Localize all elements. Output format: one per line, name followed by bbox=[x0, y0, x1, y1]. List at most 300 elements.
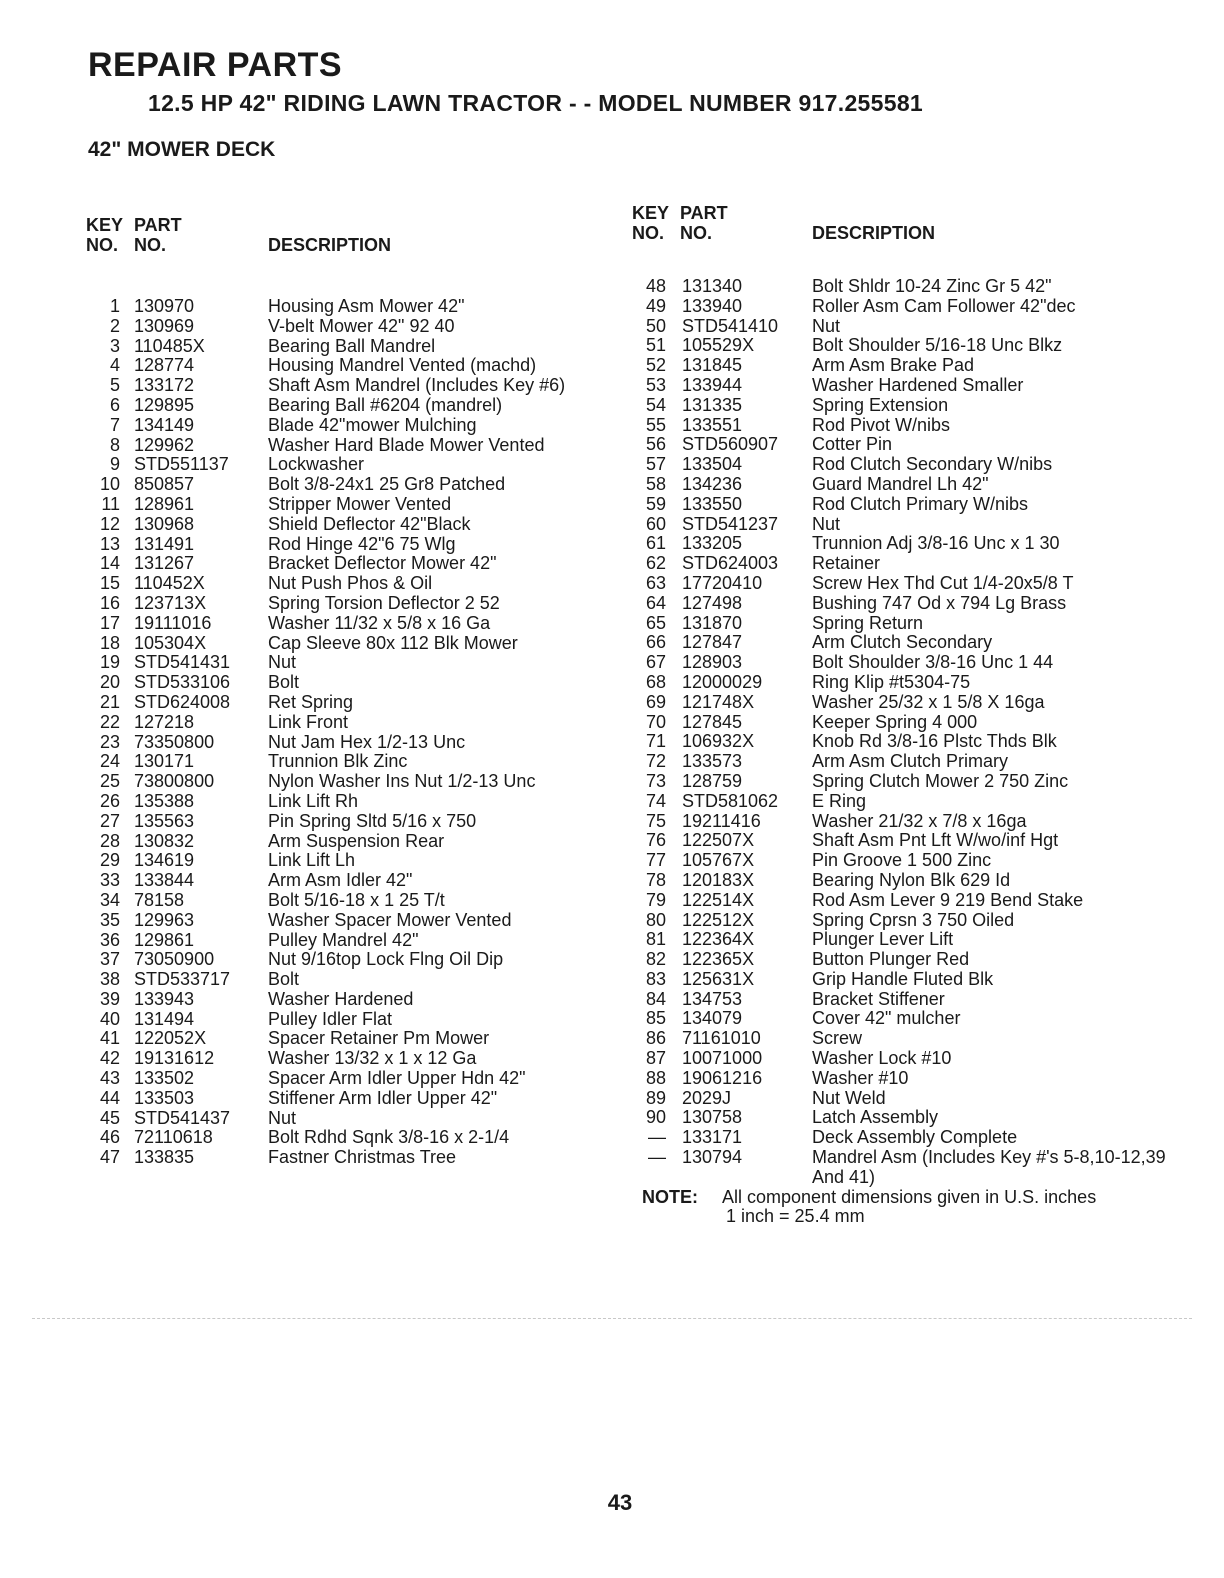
part-number: 122052X bbox=[134, 1028, 207, 1049]
part-description: Link Lift Rh bbox=[268, 790, 359, 811]
header-description: DESCRIPTION bbox=[268, 235, 392, 255]
key-number: 88 bbox=[645, 1067, 666, 1088]
table-row bbox=[86, 1089, 606, 1109]
table-row bbox=[632, 277, 1172, 297]
part-description: Rod Hinge 42"6 75 Wlg bbox=[268, 533, 456, 554]
table-row bbox=[632, 831, 1172, 851]
part-number: 127218 bbox=[134, 711, 195, 732]
part-number: 127847 bbox=[682, 632, 743, 653]
part-description: Spacer Retainer Pm Mower bbox=[268, 1028, 490, 1049]
part-number: 129962 bbox=[134, 434, 195, 455]
part-description: Pulley Idler Flat bbox=[268, 1008, 393, 1029]
table-row bbox=[632, 1069, 1172, 1089]
parts-table-header bbox=[86, 215, 606, 255]
key-number: — bbox=[648, 1127, 666, 1148]
key-number: 37 bbox=[99, 949, 120, 970]
table-row bbox=[86, 1148, 606, 1168]
table-row bbox=[86, 535, 606, 555]
part-number: 105304X bbox=[134, 632, 207, 653]
part-number: 105767X bbox=[682, 850, 755, 871]
part-number: 133573 bbox=[682, 751, 743, 772]
note-line1: All component dimensions given in U.S. inches bbox=[722, 1186, 1097, 1207]
part-number: 129963 bbox=[134, 909, 195, 930]
part-number: 120183X bbox=[682, 869, 755, 890]
part-description: Bushing 747 Od x 794 Lg Brass bbox=[812, 592, 1067, 613]
key-number: 27 bbox=[99, 810, 120, 831]
part-description: Screw Hex Thd Cut 1/4-20x5/8 T bbox=[812, 572, 1074, 593]
table-row bbox=[632, 970, 1172, 990]
key-number: — bbox=[648, 1147, 666, 1168]
part-number: 133940 bbox=[682, 295, 743, 316]
table-row bbox=[632, 297, 1172, 317]
table-row bbox=[86, 891, 606, 911]
table-row bbox=[86, 653, 606, 673]
part-number: 12000029 bbox=[682, 671, 763, 692]
key-number: 5 bbox=[109, 375, 120, 396]
parts-list-right bbox=[632, 277, 1172, 1188]
table-row bbox=[86, 495, 606, 515]
part-number: STD581062 bbox=[682, 790, 779, 811]
key-number: 4 bbox=[109, 355, 120, 376]
key-number: 78 bbox=[645, 869, 666, 890]
table-row bbox=[86, 594, 606, 614]
part-description: Bolt bbox=[268, 672, 300, 693]
part-number: 133171 bbox=[682, 1127, 743, 1148]
table-row bbox=[632, 693, 1172, 713]
part-description: Link Lift Lh bbox=[268, 850, 356, 871]
part-description: Trunnion Blk Zinc bbox=[268, 751, 408, 772]
table-row bbox=[632, 1108, 1172, 1128]
part-description: Bracket Deflector Mower 42" bbox=[268, 553, 497, 574]
page-title: REPAIR PARTS bbox=[88, 46, 343, 84]
part-description: Nut Weld bbox=[812, 1087, 886, 1108]
table-row bbox=[632, 614, 1172, 634]
part-number: 122512X bbox=[682, 909, 755, 930]
key-number: 68 bbox=[645, 671, 666, 692]
key-number: 6 bbox=[109, 394, 120, 415]
key-number: 50 bbox=[645, 315, 666, 336]
table-row bbox=[86, 1128, 606, 1148]
part-number: 10071000 bbox=[682, 1048, 763, 1069]
part-number: 127498 bbox=[682, 592, 743, 613]
key-number: 79 bbox=[645, 889, 666, 910]
part-description: Washer #10 bbox=[812, 1067, 909, 1088]
part-number: 133943 bbox=[134, 988, 195, 1009]
part-number: 131845 bbox=[682, 355, 743, 376]
part-description: Cotter Pin bbox=[812, 434, 893, 455]
part-description: Screw bbox=[812, 1028, 863, 1049]
key-number: 82 bbox=[645, 949, 666, 970]
table-row bbox=[86, 911, 606, 931]
part-number: 128961 bbox=[134, 493, 195, 514]
part-description: Nut bbox=[812, 315, 841, 336]
part-number: STD551137 bbox=[134, 454, 229, 475]
note-body bbox=[722, 1188, 1172, 1226]
part-description: Bolt 3/8-24x1 25 Gr8 Patched bbox=[268, 474, 506, 495]
part-number: 133205 bbox=[682, 533, 743, 554]
part-description: Deck Assembly Complete bbox=[812, 1127, 1018, 1148]
key-number: 14 bbox=[99, 553, 120, 574]
part-number: 19061216 bbox=[682, 1067, 763, 1088]
table-row bbox=[632, 930, 1172, 950]
part-description: Spring Clutch Mower 2 750 Zinc bbox=[812, 770, 1069, 791]
part-number: 135388 bbox=[134, 790, 195, 811]
part-description: Plunger Lever Lift bbox=[812, 929, 954, 950]
part-description: Rod Clutch Primary W/nibs bbox=[812, 493, 1029, 514]
key-number: 61 bbox=[645, 533, 666, 554]
table-row bbox=[86, 1029, 606, 1049]
header-key-line2: NO. bbox=[86, 235, 119, 255]
header-part-line1: PART bbox=[680, 203, 728, 223]
table-row bbox=[632, 772, 1172, 792]
key-number: 39 bbox=[99, 988, 120, 1009]
part-number: 122507X bbox=[682, 830, 755, 851]
part-description: Cap Sleeve 80x 112 Blk Mower bbox=[268, 632, 518, 653]
key-number: 71 bbox=[645, 731, 666, 752]
table-row bbox=[86, 475, 606, 495]
part-number: 123713X bbox=[134, 592, 207, 613]
part-number: 125631X bbox=[682, 968, 755, 989]
table-row bbox=[86, 416, 606, 436]
key-number: 45 bbox=[99, 1107, 120, 1128]
table-row bbox=[632, 1029, 1172, 1049]
part-description: Nut bbox=[268, 1107, 297, 1128]
key-number: 67 bbox=[645, 652, 666, 673]
part-number: 133504 bbox=[682, 454, 743, 475]
table-row bbox=[632, 396, 1172, 416]
key-number: 47 bbox=[99, 1147, 120, 1168]
part-description: Nut Push Phos & Oil bbox=[268, 573, 433, 594]
key-number: 15 bbox=[99, 573, 120, 594]
key-number: 10 bbox=[99, 474, 120, 495]
part-description: V-belt Mower 42" 92 40 bbox=[268, 315, 455, 336]
part-description: Bracket Stiffener bbox=[812, 988, 945, 1009]
table-row bbox=[86, 1049, 606, 1069]
part-description: Arm Asm Brake Pad bbox=[812, 355, 975, 376]
table-row bbox=[86, 851, 606, 871]
key-number: 86 bbox=[645, 1028, 666, 1049]
part-number: 133502 bbox=[134, 1068, 195, 1089]
table-row bbox=[86, 614, 606, 634]
key-number: 35 bbox=[99, 909, 120, 930]
parts-table-left bbox=[86, 215, 606, 1168]
key-number: 38 bbox=[99, 969, 120, 990]
part-description: Bearing Nylon Blk 629 Id bbox=[812, 869, 1011, 890]
key-number: 3 bbox=[109, 335, 120, 356]
key-number: 77 bbox=[645, 850, 666, 871]
part-number: 17720410 bbox=[682, 572, 763, 593]
key-number: 9 bbox=[109, 454, 120, 475]
part-number: STD624003 bbox=[682, 553, 779, 574]
part-number: 110485X bbox=[134, 335, 205, 356]
part-description: Ring Klip #t5304-75 bbox=[812, 671, 971, 692]
key-number: 33 bbox=[99, 870, 120, 891]
part-description: Rod Pivot W/nibs bbox=[812, 414, 951, 435]
key-number: 34 bbox=[99, 889, 120, 910]
table-row bbox=[632, 336, 1172, 356]
table-row bbox=[86, 713, 606, 733]
dimension-note bbox=[632, 1188, 1172, 1226]
part-number: 134753 bbox=[682, 988, 743, 1009]
part-description: Bolt bbox=[268, 969, 300, 990]
table-row bbox=[86, 970, 606, 990]
table-row bbox=[86, 376, 606, 396]
divider-line bbox=[32, 1318, 1192, 1319]
part-description: Retainer bbox=[812, 553, 881, 574]
table-row bbox=[86, 733, 606, 753]
key-number: 80 bbox=[645, 909, 666, 930]
key-number: 72 bbox=[645, 751, 666, 772]
table-row bbox=[86, 337, 606, 357]
model-subtitle: 12.5 HP 42" RIDING LAWN TRACTOR - - MODEL NUMBER 917.255581 bbox=[148, 90, 924, 116]
part-number: 131340 bbox=[682, 276, 743, 296]
part-description: Washer Hardened bbox=[268, 988, 414, 1009]
table-row bbox=[632, 1128, 1172, 1148]
part-description: Bearing Ball Mandrel bbox=[268, 335, 436, 356]
table-row bbox=[632, 891, 1172, 911]
key-number: 59 bbox=[645, 493, 666, 514]
part-description: Washer 25/32 x 1 5/8 X 16ga bbox=[812, 691, 1045, 712]
part-description: Rod Asm Lever 9 219 Bend Stake bbox=[812, 889, 1084, 910]
table-row bbox=[632, 713, 1172, 733]
table-row bbox=[86, 832, 606, 852]
part-description: Stripper Mower Vented bbox=[268, 493, 452, 514]
part-number: 73050900 bbox=[134, 949, 215, 970]
part-description: Arm Clutch Secondary bbox=[812, 632, 993, 653]
part-number: 128759 bbox=[682, 770, 743, 791]
part-description: Link Front bbox=[268, 711, 349, 732]
part-description: Stiffener Arm Idler Upper 42" bbox=[268, 1087, 498, 1108]
header-part-line2: NO. bbox=[680, 223, 713, 243]
table-row bbox=[632, 356, 1172, 376]
key-number: 83 bbox=[645, 968, 666, 989]
key-number: 69 bbox=[645, 691, 666, 712]
note-line2: 1 inch = 25.4 mm bbox=[726, 1205, 865, 1226]
part-number: 133844 bbox=[134, 870, 195, 891]
table-row bbox=[632, 990, 1172, 1010]
key-number: 76 bbox=[645, 830, 666, 851]
part-description: Keeper Spring 4 000 bbox=[812, 711, 978, 732]
part-number: 19131612 bbox=[134, 1048, 215, 1069]
part-description: Bolt Shoulder 3/8-16 Unc 1 44 bbox=[812, 652, 1054, 673]
part-number: 131870 bbox=[682, 612, 743, 633]
table-row bbox=[632, 554, 1172, 574]
table-row bbox=[86, 515, 606, 535]
header-key-line1: KEY bbox=[86, 215, 124, 235]
key-number: 7 bbox=[109, 414, 120, 435]
part-description: Roller Asm Cam Follower 42"dec bbox=[812, 295, 1076, 316]
part-number: 19211416 bbox=[682, 810, 761, 831]
table-row bbox=[632, 950, 1172, 970]
table-row bbox=[86, 1010, 606, 1030]
table-row bbox=[632, 475, 1172, 495]
part-description: E Ring bbox=[812, 790, 867, 811]
header-key-line1: KEY bbox=[632, 203, 670, 223]
table-row bbox=[86, 396, 606, 416]
table-row bbox=[632, 435, 1172, 455]
table-row bbox=[632, 376, 1172, 396]
part-description: Lockwasher bbox=[268, 454, 365, 475]
part-description: Spacer Arm Idler Upper Hdn 42" bbox=[268, 1068, 526, 1089]
part-number: 134149 bbox=[134, 414, 195, 435]
part-number: 131335 bbox=[682, 394, 743, 415]
key-number: 13 bbox=[99, 533, 120, 554]
table-row bbox=[86, 1069, 606, 1089]
key-number: 42 bbox=[99, 1048, 120, 1069]
part-description: Washer Hardened Smaller bbox=[812, 374, 1024, 395]
parts-table-right bbox=[632, 203, 1172, 1226]
table-row bbox=[632, 416, 1172, 436]
key-number: 51 bbox=[645, 335, 666, 356]
table-row bbox=[86, 554, 606, 574]
key-number: 65 bbox=[645, 612, 666, 633]
part-description: Fastner Christmas Tree bbox=[268, 1147, 457, 1168]
part-number: 121748X bbox=[682, 691, 755, 712]
part-number: 135563 bbox=[134, 810, 195, 831]
part-description: Pin Groove 1 500 Zinc bbox=[812, 850, 992, 871]
key-number: 66 bbox=[645, 632, 666, 653]
part-description: Cover 42" mulcher bbox=[812, 1008, 961, 1029]
part-number: 131491 bbox=[134, 533, 195, 554]
table-row bbox=[86, 792, 606, 812]
table-row bbox=[632, 574, 1172, 594]
part-description: Nylon Washer Ins Nut 1/2-13 Unc bbox=[268, 771, 536, 792]
table-row bbox=[86, 436, 606, 456]
part-description: Bolt 5/16-18 x 1 25 T/t bbox=[268, 889, 445, 910]
part-number: 133835 bbox=[134, 1147, 195, 1168]
part-description: Bolt Rdhd Sqnk 3/8-16 x 2-1/4 bbox=[268, 1127, 510, 1148]
key-number: 17 bbox=[99, 612, 120, 633]
part-number: STD560907 bbox=[682, 434, 779, 455]
table-row bbox=[86, 574, 606, 594]
table-row bbox=[632, 1148, 1172, 1188]
header-part-line2: NO. bbox=[134, 235, 167, 255]
header-key-line2: NO. bbox=[632, 223, 665, 243]
part-description: Arm Suspension Rear bbox=[268, 830, 445, 851]
key-number: 63 bbox=[645, 572, 666, 593]
key-number: 40 bbox=[99, 1008, 120, 1029]
key-number: 70 bbox=[645, 711, 666, 732]
key-number: 60 bbox=[645, 513, 666, 534]
part-number: 122365X bbox=[682, 949, 755, 970]
key-number: 41 bbox=[99, 1028, 120, 1049]
table-row bbox=[632, 653, 1172, 673]
part-description: Washer Lock #10 bbox=[812, 1048, 952, 1069]
part-number: 133550 bbox=[682, 493, 743, 514]
key-number: 54 bbox=[645, 394, 666, 415]
key-number: 56 bbox=[645, 434, 666, 455]
table-row bbox=[86, 990, 606, 1010]
table-row bbox=[632, 792, 1172, 812]
header-description: DESCRIPTION bbox=[812, 223, 936, 243]
key-number: 53 bbox=[645, 374, 666, 395]
header-part-line1: PART bbox=[134, 215, 182, 235]
key-number: 64 bbox=[645, 592, 666, 613]
part-description: Trunnion Adj 3/8-16 Unc x 1 30 bbox=[812, 533, 1060, 554]
key-number: 44 bbox=[99, 1087, 120, 1108]
part-number: 106932X bbox=[682, 731, 755, 752]
part-description: Bolt Shoulder 5/16-18 Unc Blkz bbox=[812, 335, 1063, 356]
part-number: 134079 bbox=[682, 1008, 743, 1029]
part-description: Button Plunger Red bbox=[812, 949, 970, 970]
part-number: 134619 bbox=[134, 850, 195, 871]
part-number: 133172 bbox=[134, 375, 195, 396]
key-number: 62 bbox=[645, 553, 666, 574]
table-row bbox=[632, 317, 1172, 337]
table-row bbox=[632, 851, 1172, 871]
part-description: Blade 42"mower Mulching bbox=[268, 414, 477, 435]
part-number: 131494 bbox=[134, 1008, 195, 1029]
part-description: Ret Spring bbox=[268, 691, 354, 712]
table-row bbox=[86, 317, 606, 337]
part-number: 128774 bbox=[134, 355, 195, 376]
table-row bbox=[632, 495, 1172, 515]
key-number: 8 bbox=[109, 434, 120, 455]
part-description: Nut bbox=[812, 513, 841, 534]
part-number: 78158 bbox=[134, 889, 185, 910]
part-number: 134236 bbox=[682, 473, 743, 494]
table-row bbox=[632, 515, 1172, 535]
key-number: 46 bbox=[99, 1127, 120, 1148]
part-number: 130969 bbox=[134, 315, 195, 336]
key-number: 73 bbox=[645, 770, 666, 791]
table-row bbox=[632, 871, 1172, 891]
key-number: 25 bbox=[99, 771, 120, 792]
key-number: 2 bbox=[109, 315, 120, 336]
table-row bbox=[86, 772, 606, 792]
table-row bbox=[632, 673, 1172, 693]
part-number: 133551 bbox=[682, 414, 743, 435]
key-number: 18 bbox=[99, 632, 120, 653]
part-description: Arm Asm Clutch Primary bbox=[812, 751, 1009, 772]
key-number: 26 bbox=[99, 790, 120, 811]
key-number: 87 bbox=[645, 1048, 666, 1069]
part-number: 129861 bbox=[134, 929, 195, 950]
key-number: 21 bbox=[99, 691, 120, 712]
key-number: 36 bbox=[99, 929, 120, 950]
part-description: Rod Clutch Secondary W/nibs bbox=[812, 454, 1053, 475]
part-number: 73800800 bbox=[134, 771, 215, 792]
part-number: 130832 bbox=[134, 830, 195, 851]
part-description: Mandrel Asm (Includes Key #'s 5-8,10-12,39 And 41) bbox=[812, 1147, 1166, 1187]
part-description: Washer 13/32 x 1 x 12 Ga bbox=[268, 1048, 477, 1069]
key-number: 84 bbox=[645, 988, 666, 1009]
key-number: 49 bbox=[645, 295, 666, 316]
key-number: 19 bbox=[99, 652, 120, 673]
table-row bbox=[86, 871, 606, 891]
part-description: Latch Assembly bbox=[812, 1107, 939, 1128]
part-number: STD541237 bbox=[682, 513, 779, 534]
table-row bbox=[86, 931, 606, 951]
key-number: 75 bbox=[645, 810, 666, 831]
table-row bbox=[86, 297, 606, 317]
part-description: Knob Rd 3/8-16 Plstc Thds Blk bbox=[812, 731, 1057, 752]
part-description: Spring Cprsn 3 750 Oiled bbox=[812, 909, 1015, 930]
part-number: 2029J bbox=[682, 1087, 732, 1108]
key-number: 12 bbox=[99, 513, 120, 534]
key-number: 43 bbox=[99, 1068, 120, 1089]
table-row bbox=[86, 673, 606, 693]
part-number: 72110618 bbox=[134, 1127, 213, 1148]
part-description: Bolt Shldr 10-24 Zinc Gr 5 42" bbox=[812, 276, 1052, 296]
part-description: Pulley Mandrel 42" bbox=[268, 929, 419, 950]
parts-list-left bbox=[86, 297, 606, 1168]
key-number: 90 bbox=[645, 1107, 666, 1128]
part-number: 110452X bbox=[134, 573, 205, 594]
key-number: 22 bbox=[99, 711, 120, 732]
part-number: 128903 bbox=[682, 652, 743, 673]
part-number: 130758 bbox=[682, 1107, 743, 1128]
